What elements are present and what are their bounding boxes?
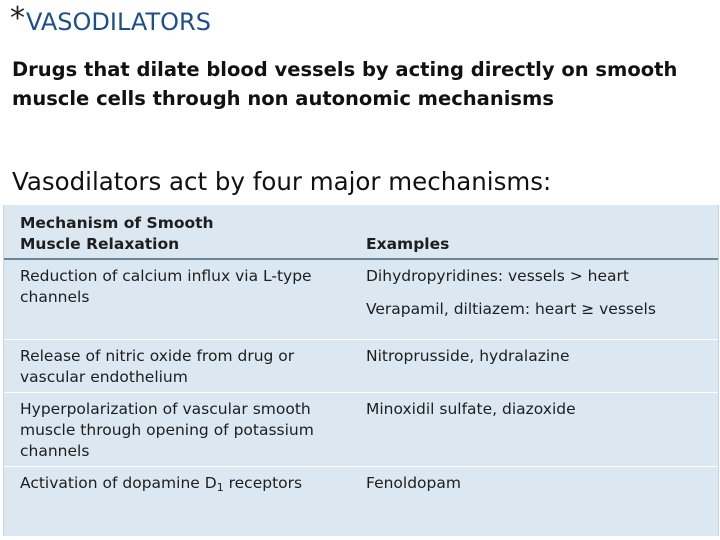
slide-title (10, 1, 211, 40)
example-item: Fenoldopam (366, 473, 461, 492)
table-header-row (4, 205, 718, 259)
mechanisms-table (4, 205, 718, 536)
header-examples: Examples (354, 205, 718, 259)
description-text: Drugs that dilate blood vessels by acting directly on smooth muscle cells through non autonomic mechanisms (12, 58, 678, 110)
mechanisms-subheading: Vasodilators act by four major mechanisms: (12, 167, 552, 196)
examples-cell (354, 392, 718, 466)
mechanism-text-suffix: receptors (223, 473, 303, 492)
examples-cell (354, 339, 718, 392)
table-row (4, 392, 718, 466)
bullet-asterisk: * (10, 1, 25, 36)
mechanism-text-prefix: Activation of dopamine D (20, 473, 217, 492)
example-item: Verapamil, diltiazem: heart ≥ vessels (366, 300, 656, 318)
header-mechanism (4, 205, 354, 259)
mechanisms-table-panel (3, 205, 719, 536)
mechanism-subscript: 1 (216, 480, 224, 494)
examples-cell (354, 259, 718, 339)
header-mechanism-line2: Muscle Relaxation (20, 235, 180, 253)
table-row (4, 259, 718, 339)
mechanism-cell: Hyperpolarization of vascular smooth muscle through opening of potassium channels (4, 392, 354, 466)
example-item: Minoxidil sulfate, diazoxide (366, 399, 576, 418)
mechanism-cell (4, 466, 354, 536)
title-text: VASODILATORS (26, 8, 211, 36)
table-row (4, 466, 718, 536)
example-item: Dihydropyridines: vessels > heart (366, 267, 629, 285)
example-item: Nitroprusside, hydralazine (366, 346, 570, 365)
mechanism-cell: Reduction of calcium influx via L-type channels (20, 267, 312, 306)
mechanism-cell: Release of nitric oxide from drug or vascular endothelium (4, 339, 354, 392)
table-row (4, 339, 718, 392)
examples-cell (354, 466, 718, 536)
header-mechanism-line1: Mechanism of Smooth (20, 214, 214, 232)
